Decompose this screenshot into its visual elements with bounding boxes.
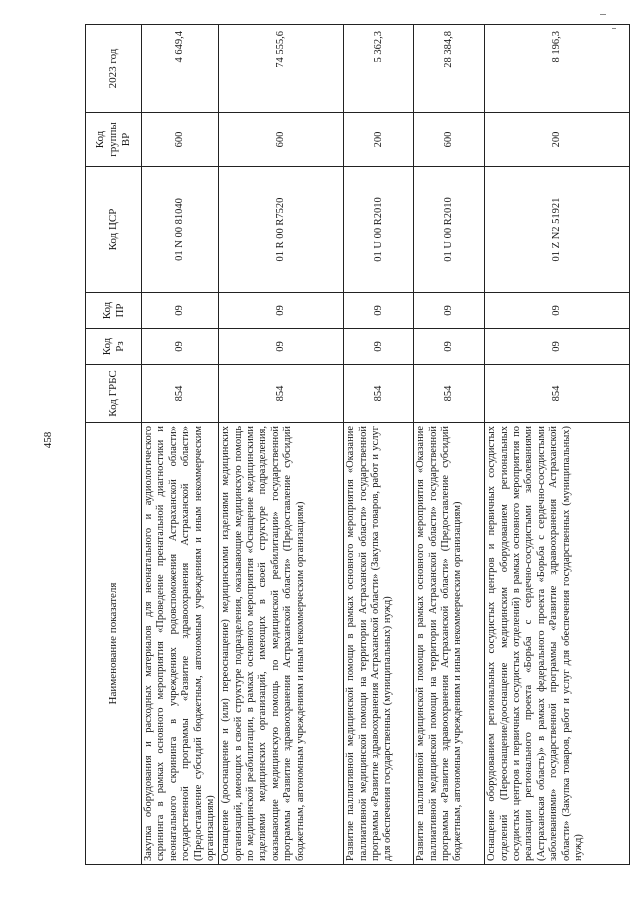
- row-amount: 74 555,6: [219, 25, 344, 113]
- header-csr: Код ЦСР: [86, 167, 142, 293]
- scan-mark: [600, 14, 606, 15]
- row-grbs: 854: [142, 365, 219, 423]
- table-row: [219, 25, 344, 865]
- row-amount: 4 649,4: [142, 25, 219, 113]
- row-amount: 5 362,3: [344, 25, 414, 113]
- row-pr: 09: [142, 293, 219, 329]
- table-row: [142, 25, 219, 865]
- row-description: Оснащение оборудованием региональных сосудистых центров и первичных сосудистых отделений (Переоснащение/дооснащение медицинским оборудованием региональных сосудистых центров и первичных сосудистых отделений) в рамках основного мероприятия по реализации регионального проекта «Борьба с сердечно-сосудистыми заболеваниями (Астраханская область)» в рамках федерального проекта «Борьба с сердечно-сосудистыми заболеваниями» государственной программы «Развитие здравоохранения Астраханской области» (Закупка товаров, работ и услуг для обеспечения государственных (муниципальных) нужд): [485, 423, 630, 865]
- row-grbs: 854: [485, 365, 630, 423]
- row-pr: 09: [219, 293, 344, 329]
- row-description: Закупка оборудования и расходных материалов для неонатального и аудиологического скрининга в рамках основного мероприятия «Проведение пренатальной диагностики и неонатального скрининга в учреждениях родовспоможения Астраханской области» государственной программы «Развитие здравоохранения Астраханской области» (Предоставление субсидий бюджетным, автономным учреждениям и иным некоммерческим организациям): [142, 423, 219, 865]
- row-description: Оснащение (дооснащение и (или) переоснащение) медицинскими изделиями медицинских организаций, имеющих в своей структуре подразделения, оказывающие медицинскую помощь по медицинской реабилитации, в рамках основного мероприятия «Оснащение медицинскими изделиями медицинских организаций, имеющих в своей структуре подразделения, оказывающие медицинскую помощь по медицинской реабилитации» государственной программы «Развитие здравоохранения Астраханской области» (Предоставление субсидий бюджетным, автономным учреждениям и иным некоммерческим организациям): [219, 423, 344, 865]
- header-pr: Код ПР: [86, 293, 142, 329]
- row-description: Развитие паллиативной медицинской помощи в рамках основного мероприятия «Оказание паллиативной медицинской помощи на территории Астраханской области» государственной программы «Развитие здравоохранения Астраханской области» (Закупка товаров, работ и услуг для обеспечения государственных (муниципальных) нужд): [344, 423, 414, 865]
- table-row: [485, 25, 630, 865]
- row-pr: 09: [344, 293, 414, 329]
- row-rz: 09: [142, 329, 219, 365]
- row-csr: 01 U 00 R2010: [414, 167, 485, 293]
- row-csr: 01 N 00 81040: [142, 167, 219, 293]
- header-rz: Код Рз: [86, 329, 142, 365]
- header-grbs: Код ГРБС: [86, 365, 142, 423]
- row-csr: 01 Z N2 51921: [485, 167, 630, 293]
- row-vr: 200: [485, 113, 630, 167]
- header-name: Наименование показателя: [86, 423, 142, 865]
- row-vr: 200: [344, 113, 414, 167]
- row-pr: 09: [414, 293, 485, 329]
- table-row: [344, 25, 414, 865]
- row-amount: 8 196,3: [485, 25, 630, 113]
- header-vr: Код группы ВР: [86, 113, 142, 167]
- row-rz: 09: [344, 329, 414, 365]
- row-rz: 09: [485, 329, 630, 365]
- row-description: Развитие паллиативной медицинской помощи в рамках основного мероприятия «Оказание паллиативной медицинской помощи на территории Астраханской области» государственной программы «Развитие здравоохранения Астраханской области» (Предоставление субсидий бюджетным, автономным учреждениям и иным некоммерческим организациям): [414, 423, 485, 865]
- row-vr: 600: [219, 113, 344, 167]
- row-csr: 01 U 00 R2010: [344, 167, 414, 293]
- row-pr: 09: [485, 293, 630, 329]
- row-vr: 600: [142, 113, 219, 167]
- row-vr: 600: [414, 113, 485, 167]
- row-csr: 01 R 00 R7520: [219, 167, 344, 293]
- row-grbs: 854: [344, 365, 414, 423]
- row-grbs: 854: [219, 365, 344, 423]
- row-amount: 28 384,8: [414, 25, 485, 113]
- header-year: 2023 год: [86, 25, 142, 113]
- table-row: [414, 25, 485, 865]
- rotated-table-container: [85, 25, 623, 865]
- budget-table: [85, 24, 630, 865]
- row-rz: 09: [219, 329, 344, 365]
- row-rz: 09: [414, 329, 485, 365]
- page-number: 458: [42, 431, 54, 449]
- row-grbs: 854: [414, 365, 485, 423]
- table-header-row: [86, 25, 142, 865]
